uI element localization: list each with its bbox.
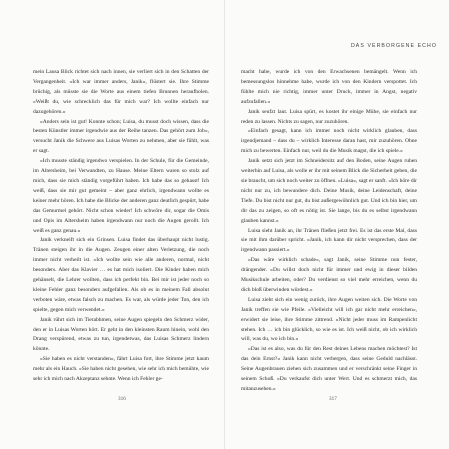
left-page-text <box>33 68 209 385</box>
right-page-text <box>241 68 417 395</box>
paragraph: »Sie haben es nicht verstanden«, fährt Luisa fort, ihre Stimme jetzt kaum mehr als ein Hauch. »Sie haben nicht gesehen, wie sehr ich mich bemühte, wie sehr ich mich nach Akzeptanz sehnte. Wenn ich Fehler ge- <box>33 356 209 383</box>
paragraph: Janik seufzt laut. Luisa spürt, es kostet ihr einige Mühe, sie einfach nur reden zu lassen. Nichts zu sagen, nur zuzuhören. <box>241 108 417 125</box>
paragraph: Luisa zieht sich ein wenig zurück, ihre Augen weiten sich. Die Worte von Janik treffen sie wie Pfeile. »Vielleicht will ich gar nicht mehr erreichen«, erwidert sie leise, ihre Stimme zittrend. »Nicht jeder muss im Rampenlicht stehen. Ich … ich bin glücklich, so wie es ist. Ich weiß nicht, ob ich wirklich will, was du, wo ich bin.« <box>241 296 417 343</box>
paragraph: »Das wäre wirklich schade«, sagt Janik, seine Stimme nun fester, drängender. »Du willst doch nicht für immer und ewig in dieser bilden Musikschule arbeiten, oder? Du verdienst so viel mehr erreichen, wenn du dich bloß überwinden würdest.« <box>241 257 417 293</box>
paragraph: »Das ist es also, was du für den Rest deines Lebens machen möchtest? Ist das dein Ernst?« Janik kann nicht verbergen, dass seine Geduld nachlässt. Seine Augenbrauen ziehen sich zusammen und er verschränkt seine Finger in seinem Schoß. »Du verkaufst dich unter Wert. Und es schmerzt mich, das mitanzusehen.« <box>241 346 417 392</box>
right-page <box>225 0 449 449</box>
paragraph: »Ich musste ständig irgendwo verspielen. In der Schule, für die Gemeinde, im Altersheim, bei Verwandten, zu Hause. Meine Eltern waren so stolz auf mich, dass sie mich ständig vorgeführt haben. Ich habe das so gehasst! Ich weiß, dass sie mir gut gemeint – aber ganz ehrlich, irgendwann wollte es keiner mehr hören. Ich habe die Blicke der anderen ganz deutlich gespürt, habe das Gemurmel gehört. Nicht schon wieder! Ich schwöre dir, sogar die Omis und Opis im Altersheim haben irgendwann nur noch die Augen gerollt. Ich weiß es ganz genau.« <box>33 158 209 234</box>
paragraph: mein Lausa Blick richtet sich nach innen, sie verliert sich in den Schatten der Vergangenheit. »Ich war immer anders, Janik«, flüstert sie. Ihre Stimme brüchig, als müsste sie die Worte aus einem tiefen Brunnen heraufholen. »Weißt du, wie schrecklich das für mich war? Ich wollte einfach nur dazugehören.« <box>33 69 209 115</box>
paragraph: »Einfach gesagt, kann ich immer noch nicht wirklich glauben, dass irgendjemand – dass du – wirklich Interesse daran hast, mir zuzuhören. Ohne mich zu bewerten. Einfach nur, weil du die Musik magst, die ich spiele.« <box>241 128 417 155</box>
page-number-right: 317 <box>329 396 337 402</box>
paragraph: Janik setzt sich jetzt im Schneidersitz auf den Boden, seine Augen ruhen weiterhin auf Luisa, als wolle er ihr mit seinem Blick die Sicherheit geben, die sie braucht, um sich noch weiter zu öffnen. »Luisa«, sagt er sanft. »Ich höre dir nicht nur zu, ich bewundere dich. Deine Musik, deine Leidenschaft, deine Tiefe. Du bist nicht nur gut, du bist außergewöhnlich gut. Und ich bin hier, um dir das zu zeigen, so oft es nötig ist. Sie lange, bis du es selbst irgendwann glauben kannst.« <box>241 158 417 224</box>
paragraph: »Anders sein ist gut! Konnte schon; Luisa, du musst doch wissen, dass die besten Künstler immer irgendwie aus der Reihe tanzen. Das gehört zum Job«, versucht Janik die Schwere aus Luisas Worten zu nehmen, aber sie fühlt, was er sagt. <box>33 118 209 155</box>
paragraph: Luisa sieht Janik an, ihr Tränen fließen jetzt frei. Es ist das erste Mal, dass sie mit ihm darüber spricht. »Janik, ich kann dir nicht versprechen, dass der irgendwann passiert.« <box>241 227 417 254</box>
paragraph: Janik verkneift sich ein Grinsen. Luisa findet das überhaupt nicht lustig. Tränen steigen ihr in die Augen. Zeugen einer alten Verletzung, die noch immer nicht verheilt ist. »Ich wollte sein wie alle anderen, normal, nicht besonders. Aber das Klavier … es hat mich isoliert. Die Kinder haben mich gehänselt, die Lehrer wollten, dass ich perfekt bin. Bei mir ist jeder noch so kleine Fehler ganz besonders aufgefallen. Als ob es in meinem Fall absolut verboten wäre, etwas falsch zu machen. Es war, als würde jeder Ton, den ich spielte, gegen mich verwendet.« <box>33 237 209 313</box>
paragraph: macht habe, wurde ich von den Erwachsenen bemängelt. Wenn ich bemessungslos hinnehme habe, wurde ich von den Kindern verspottet. Ich fühlte mich nie richtig, immer unter Druck, immer in Angst, negativ aufzufallen.« <box>241 69 417 105</box>
running-head: DAS VERBORGENE ECHO <box>350 43 437 49</box>
page-number-left: 316 <box>118 396 126 402</box>
left-page <box>0 0 224 449</box>
paragraph: Janik rührt sich im Tierabhmen, seine Augen spiegeln den Schmerz wider, den er in Luisas Worten hört. Er geht in den kleinsten Raum hinein, wohl den Drang verspürend, etwas zu tun, irgendetwas, das Luisas Schmerz lindern könnte. <box>33 316 209 353</box>
